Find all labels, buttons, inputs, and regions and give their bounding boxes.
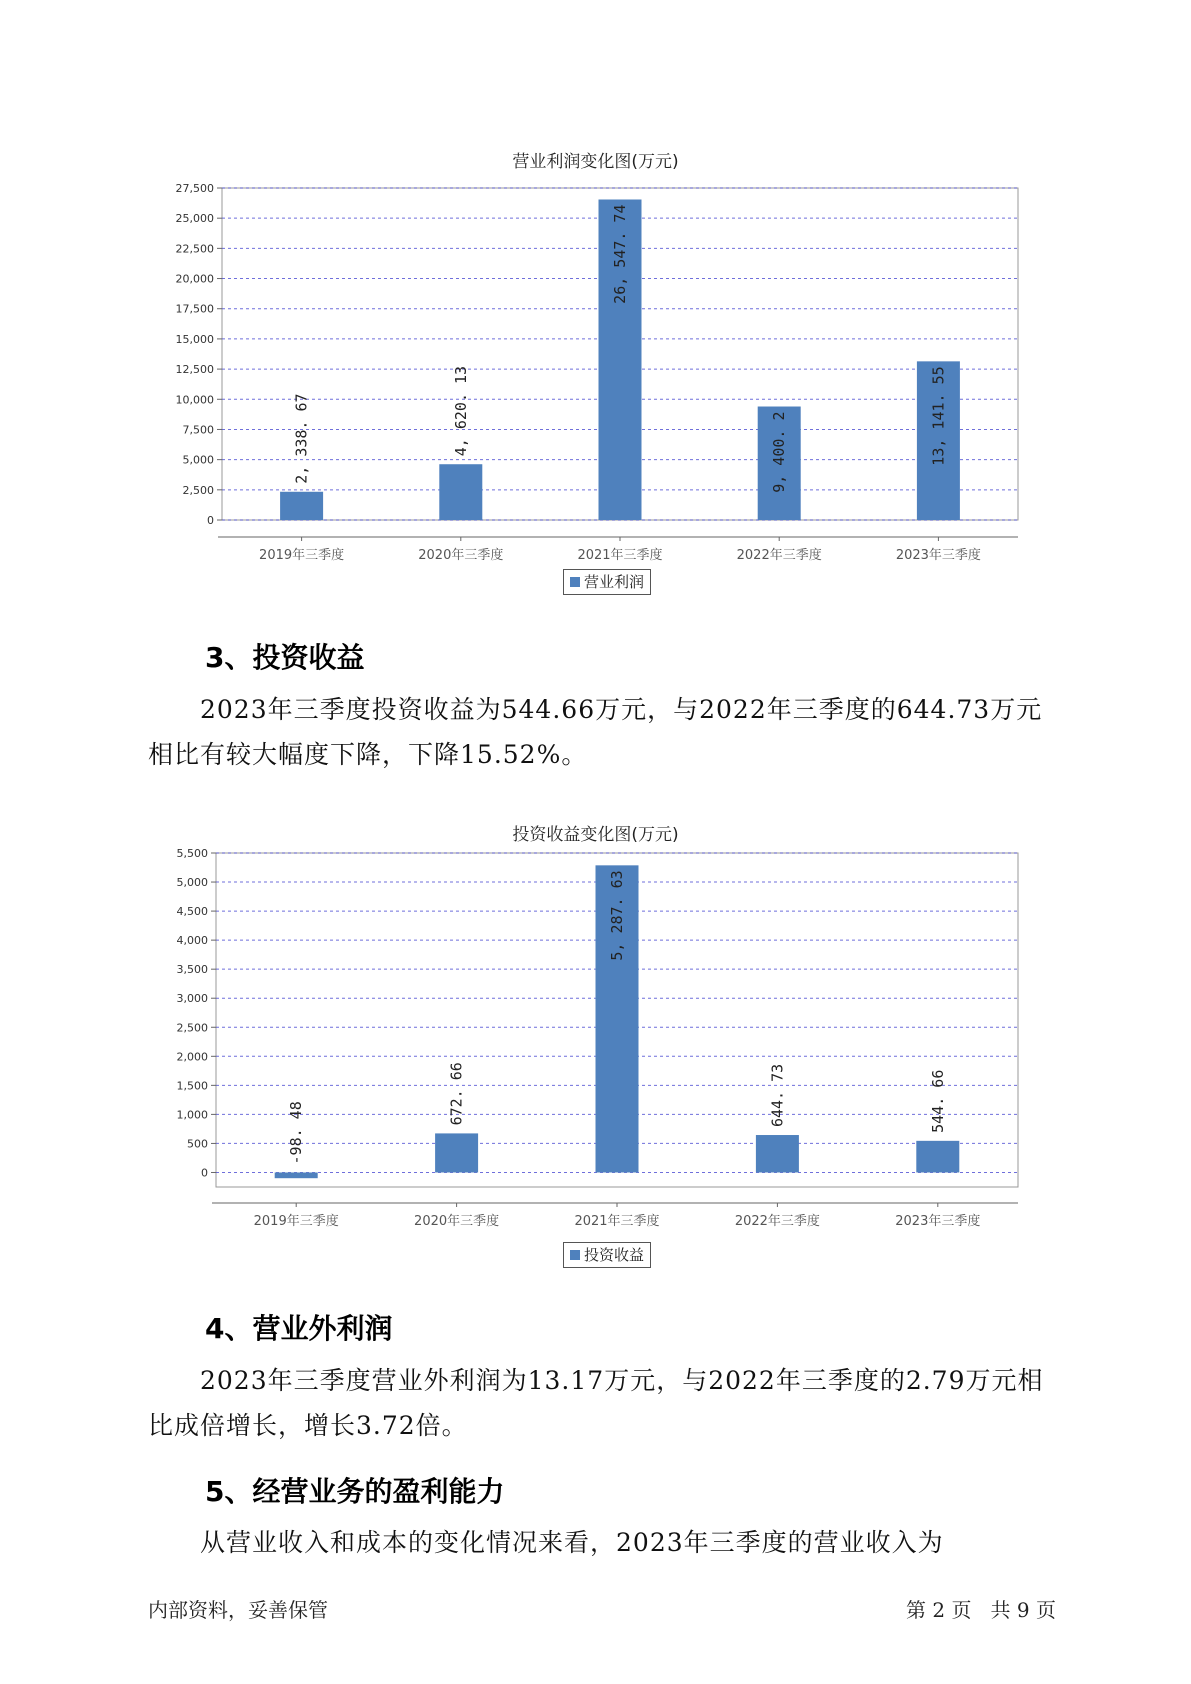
data-label: 9, 400. 2 bbox=[770, 411, 789, 493]
y-tick-label: 22,500 bbox=[175, 242, 214, 256]
y-tick-label: 3,500 bbox=[176, 963, 208, 977]
legend-label: 营业利润 bbox=[584, 573, 645, 591]
y-tick-label: 500 bbox=[187, 1137, 208, 1151]
data-label: 644. 73 bbox=[768, 1063, 787, 1128]
data-label: 2, 338. 67 bbox=[292, 393, 311, 484]
x-tick-label: 2019年三季度 bbox=[259, 548, 345, 563]
paragraph-line: 2023年三季度投资收益为544.66万元，与2022年三季度的644.73万元 bbox=[200, 695, 1043, 724]
y-tick-label: 2,500 bbox=[176, 1021, 208, 1035]
paragraph-line: 相比有较大幅度下降，下降15.52%。 bbox=[148, 740, 588, 769]
bar bbox=[435, 1133, 478, 1172]
data-label: -98. 48 bbox=[287, 1101, 306, 1165]
y-tick-label: 4,000 bbox=[176, 934, 208, 948]
y-tick-label: 5,500 bbox=[176, 847, 208, 860]
data-label: 4, 620. 13 bbox=[451, 365, 470, 457]
x-tick-label: 2023年三季度 bbox=[895, 1214, 981, 1229]
legend-swatch bbox=[570, 1250, 580, 1260]
section-heading-non-operating: 4、营业外利润 bbox=[205, 1312, 393, 1345]
data-label: 26, 547. 74 bbox=[611, 204, 629, 304]
y-tick-label: 5,000 bbox=[182, 453, 214, 467]
bar bbox=[275, 1172, 318, 1178]
y-tick-label: 0 bbox=[201, 1166, 208, 1180]
y-tick-label: 2,000 bbox=[176, 1050, 208, 1064]
data-label: 672. 66 bbox=[447, 1062, 466, 1126]
x-tick-label: 2022年三季度 bbox=[736, 548, 822, 563]
y-tick-label: 15,000 bbox=[175, 332, 214, 346]
y-tick-label: 1,500 bbox=[176, 1079, 208, 1093]
y-tick-label: 4,500 bbox=[176, 905, 208, 919]
bar bbox=[756, 1135, 799, 1172]
x-tick-label: 2021年三季度 bbox=[577, 548, 663, 563]
footer-page-number: 第 2 页 共 9 页 bbox=[906, 1598, 1056, 1622]
y-tick-label: 2,500 bbox=[182, 483, 214, 497]
y-tick-label: 10,000 bbox=[175, 393, 214, 407]
data-label: 544. 66 bbox=[928, 1069, 947, 1133]
bar bbox=[916, 1141, 959, 1173]
x-tick-label: 2021年三季度 bbox=[574, 1214, 660, 1229]
x-tick-label: 2022年三季度 bbox=[734, 1214, 820, 1229]
section-heading-investment: 3、投资收益 bbox=[205, 641, 365, 674]
y-tick-label: 27,500 bbox=[175, 182, 214, 195]
section-heading-profitability: 5、经营业务的盈利能力 bbox=[205, 1475, 505, 1508]
x-tick-label: 2019年三季度 bbox=[253, 1214, 339, 1229]
chart-title: 投资收益变化图(万元) bbox=[512, 825, 679, 845]
footer-left: 内部资料，妥善保管 bbox=[148, 1598, 328, 1622]
data-label: 5, 287. 63 bbox=[608, 870, 626, 961]
paragraph-line: 比成倍增长，增长3.72倍。 bbox=[148, 1411, 468, 1440]
y-tick-label: 1,000 bbox=[176, 1108, 208, 1122]
y-tick-label: 7,500 bbox=[182, 423, 214, 437]
x-tick-label: 2020年三季度 bbox=[414, 1214, 500, 1229]
y-tick-label: 12,500 bbox=[175, 363, 214, 377]
paragraph-non-operating bbox=[148, 1358, 1068, 1448]
y-tick-label: 20,000 bbox=[175, 272, 214, 286]
data-label: 13, 141. 55 bbox=[929, 366, 948, 466]
x-tick-label: 2023年三季度 bbox=[895, 548, 981, 563]
chart-title: 营业利润变化图(万元) bbox=[512, 152, 679, 172]
y-tick-label: 5,000 bbox=[176, 876, 208, 890]
paragraph-line: 2023年三季度营业外利润为13.17万元，与2022年三季度的2.79万元相 bbox=[200, 1366, 1044, 1395]
y-tick-label: 0 bbox=[207, 514, 214, 527]
x-tick-label: 2020年三季度 bbox=[418, 548, 504, 563]
y-tick-label: 17,500 bbox=[175, 302, 214, 316]
y-tick-label: 3,000 bbox=[176, 992, 208, 1006]
y-tick-label: 25,000 bbox=[175, 212, 214, 226]
paragraph-line: 从营业收入和成本的变化情况来看，2023年三季度的营业收入为 bbox=[200, 1528, 944, 1557]
legend-label: 投资收益 bbox=[584, 1246, 645, 1264]
paragraph-profitability bbox=[148, 1520, 1068, 1565]
chart-legend bbox=[563, 1242, 651, 1268]
